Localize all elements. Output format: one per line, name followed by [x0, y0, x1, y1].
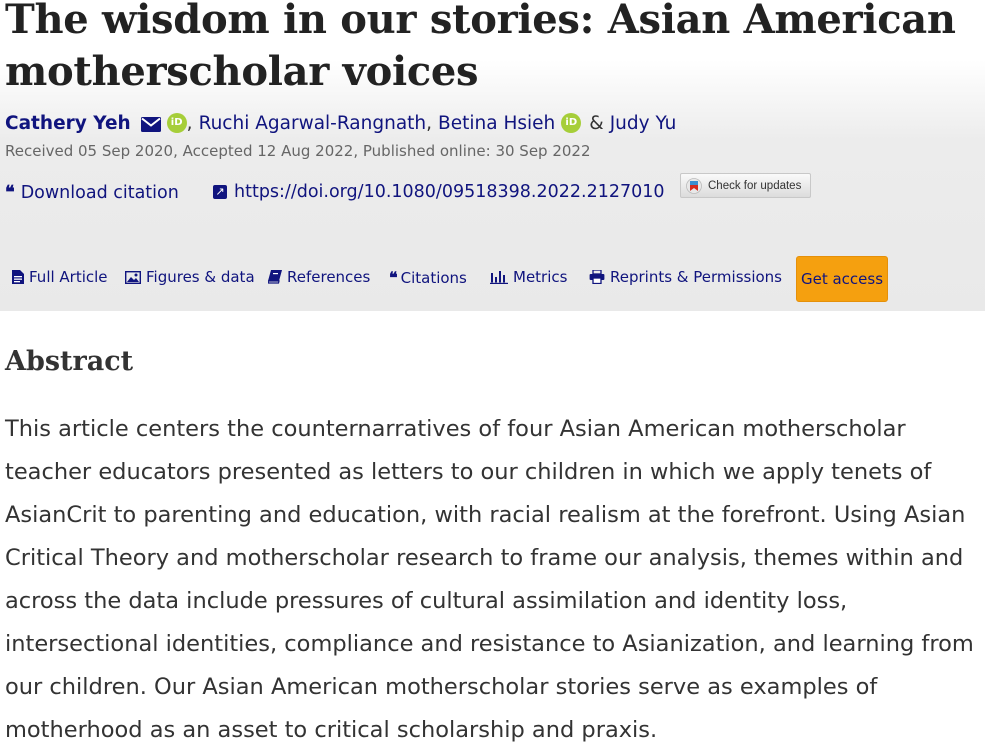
tab-full-article[interactable]: [12, 268, 108, 286]
image-icon: [125, 271, 141, 284]
tab-label: References: [287, 268, 371, 286]
document-icon: [12, 270, 24, 284]
download-citation-label: Download citation: [20, 182, 179, 203]
tab-references[interactable]: [268, 268, 370, 286]
tab-label: Citations: [400, 268, 467, 287]
tab-label: Full Article: [29, 268, 108, 286]
tab-figures-data[interactable]: [125, 268, 255, 286]
author-separator: ,: [426, 112, 433, 134]
tab-citations[interactable]: [389, 268, 467, 287]
publication-dates: Received 05 Sep 2020, Accepted 12 Aug 2022, Published online: 30 Sep 2022: [5, 142, 591, 160]
tab-label: Metrics: [513, 268, 568, 286]
crossmark-icon: [686, 178, 702, 194]
quote-icon: ❝: [5, 182, 15, 203]
author-link-ruchi-agarwal-rangnath[interactable]: Ruchi Agarwal-Rangnath: [198, 112, 427, 134]
article-title: The wisdom in our stories: Asian American motherscholar voices: [5, 0, 956, 95]
get-access-button[interactable]: Get access: [796, 256, 888, 302]
tab-reprints-permissions[interactable]: [589, 268, 782, 286]
bar-chart-icon: [490, 271, 508, 284]
tab-label: Figures & data: [146, 268, 255, 286]
author-link-betina-hsieh[interactable]: Betina Hsieh: [438, 112, 556, 134]
check-for-updates-button[interactable]: [680, 173, 811, 198]
abstract-heading: Abstract: [5, 346, 134, 377]
download-citation-link[interactable]: [5, 182, 179, 203]
article-header: [0, 0, 985, 311]
article-tabs: [12, 256, 972, 302]
tab-label: Reprints & Permissions: [610, 268, 782, 286]
printer-icon: [589, 270, 605, 284]
doi-label: https://doi.org/10.1080/09518398.2022.2127010: [234, 182, 665, 202]
author-ampersand: &: [589, 112, 604, 134]
orcid-icon[interactable]: iD: [167, 113, 187, 133]
book-icon: [268, 270, 282, 284]
author-separator: ,: [186, 112, 193, 134]
orcid-icon[interactable]: iD: [561, 113, 581, 133]
author-link-cathery-yeh[interactable]: Cathery Yeh: [5, 112, 131, 134]
abstract-text: This article centers the counternarratives of four Asian American motherscholar teacher educators presented as letters to our children in which we apply tenets of AsianCrit to parenting and education, with racial realism at the forefront. Using Asian Critical Theory and motherscholar research to frame our analysis, themes within and across the data include pressures of cultural assimilation and identity loss, intersectional identities, compliance and resistance to Asianization, and learning from our children. Our Asian American motherscholar stories serve as examples of motherhood as an asset to critical scholarship and praxis.: [5, 416, 974, 743]
tab-metrics[interactable]: [490, 268, 567, 286]
email-icon[interactable]: [141, 116, 161, 131]
quote-icon: ❝: [389, 268, 398, 287]
author-link-judy-yu[interactable]: Judy Yu: [609, 112, 677, 134]
author-list: [5, 110, 676, 136]
external-link-icon: ↗: [213, 185, 227, 199]
doi-link[interactable]: [213, 182, 665, 202]
check-for-updates-label: Check for updates: [708, 179, 802, 192]
